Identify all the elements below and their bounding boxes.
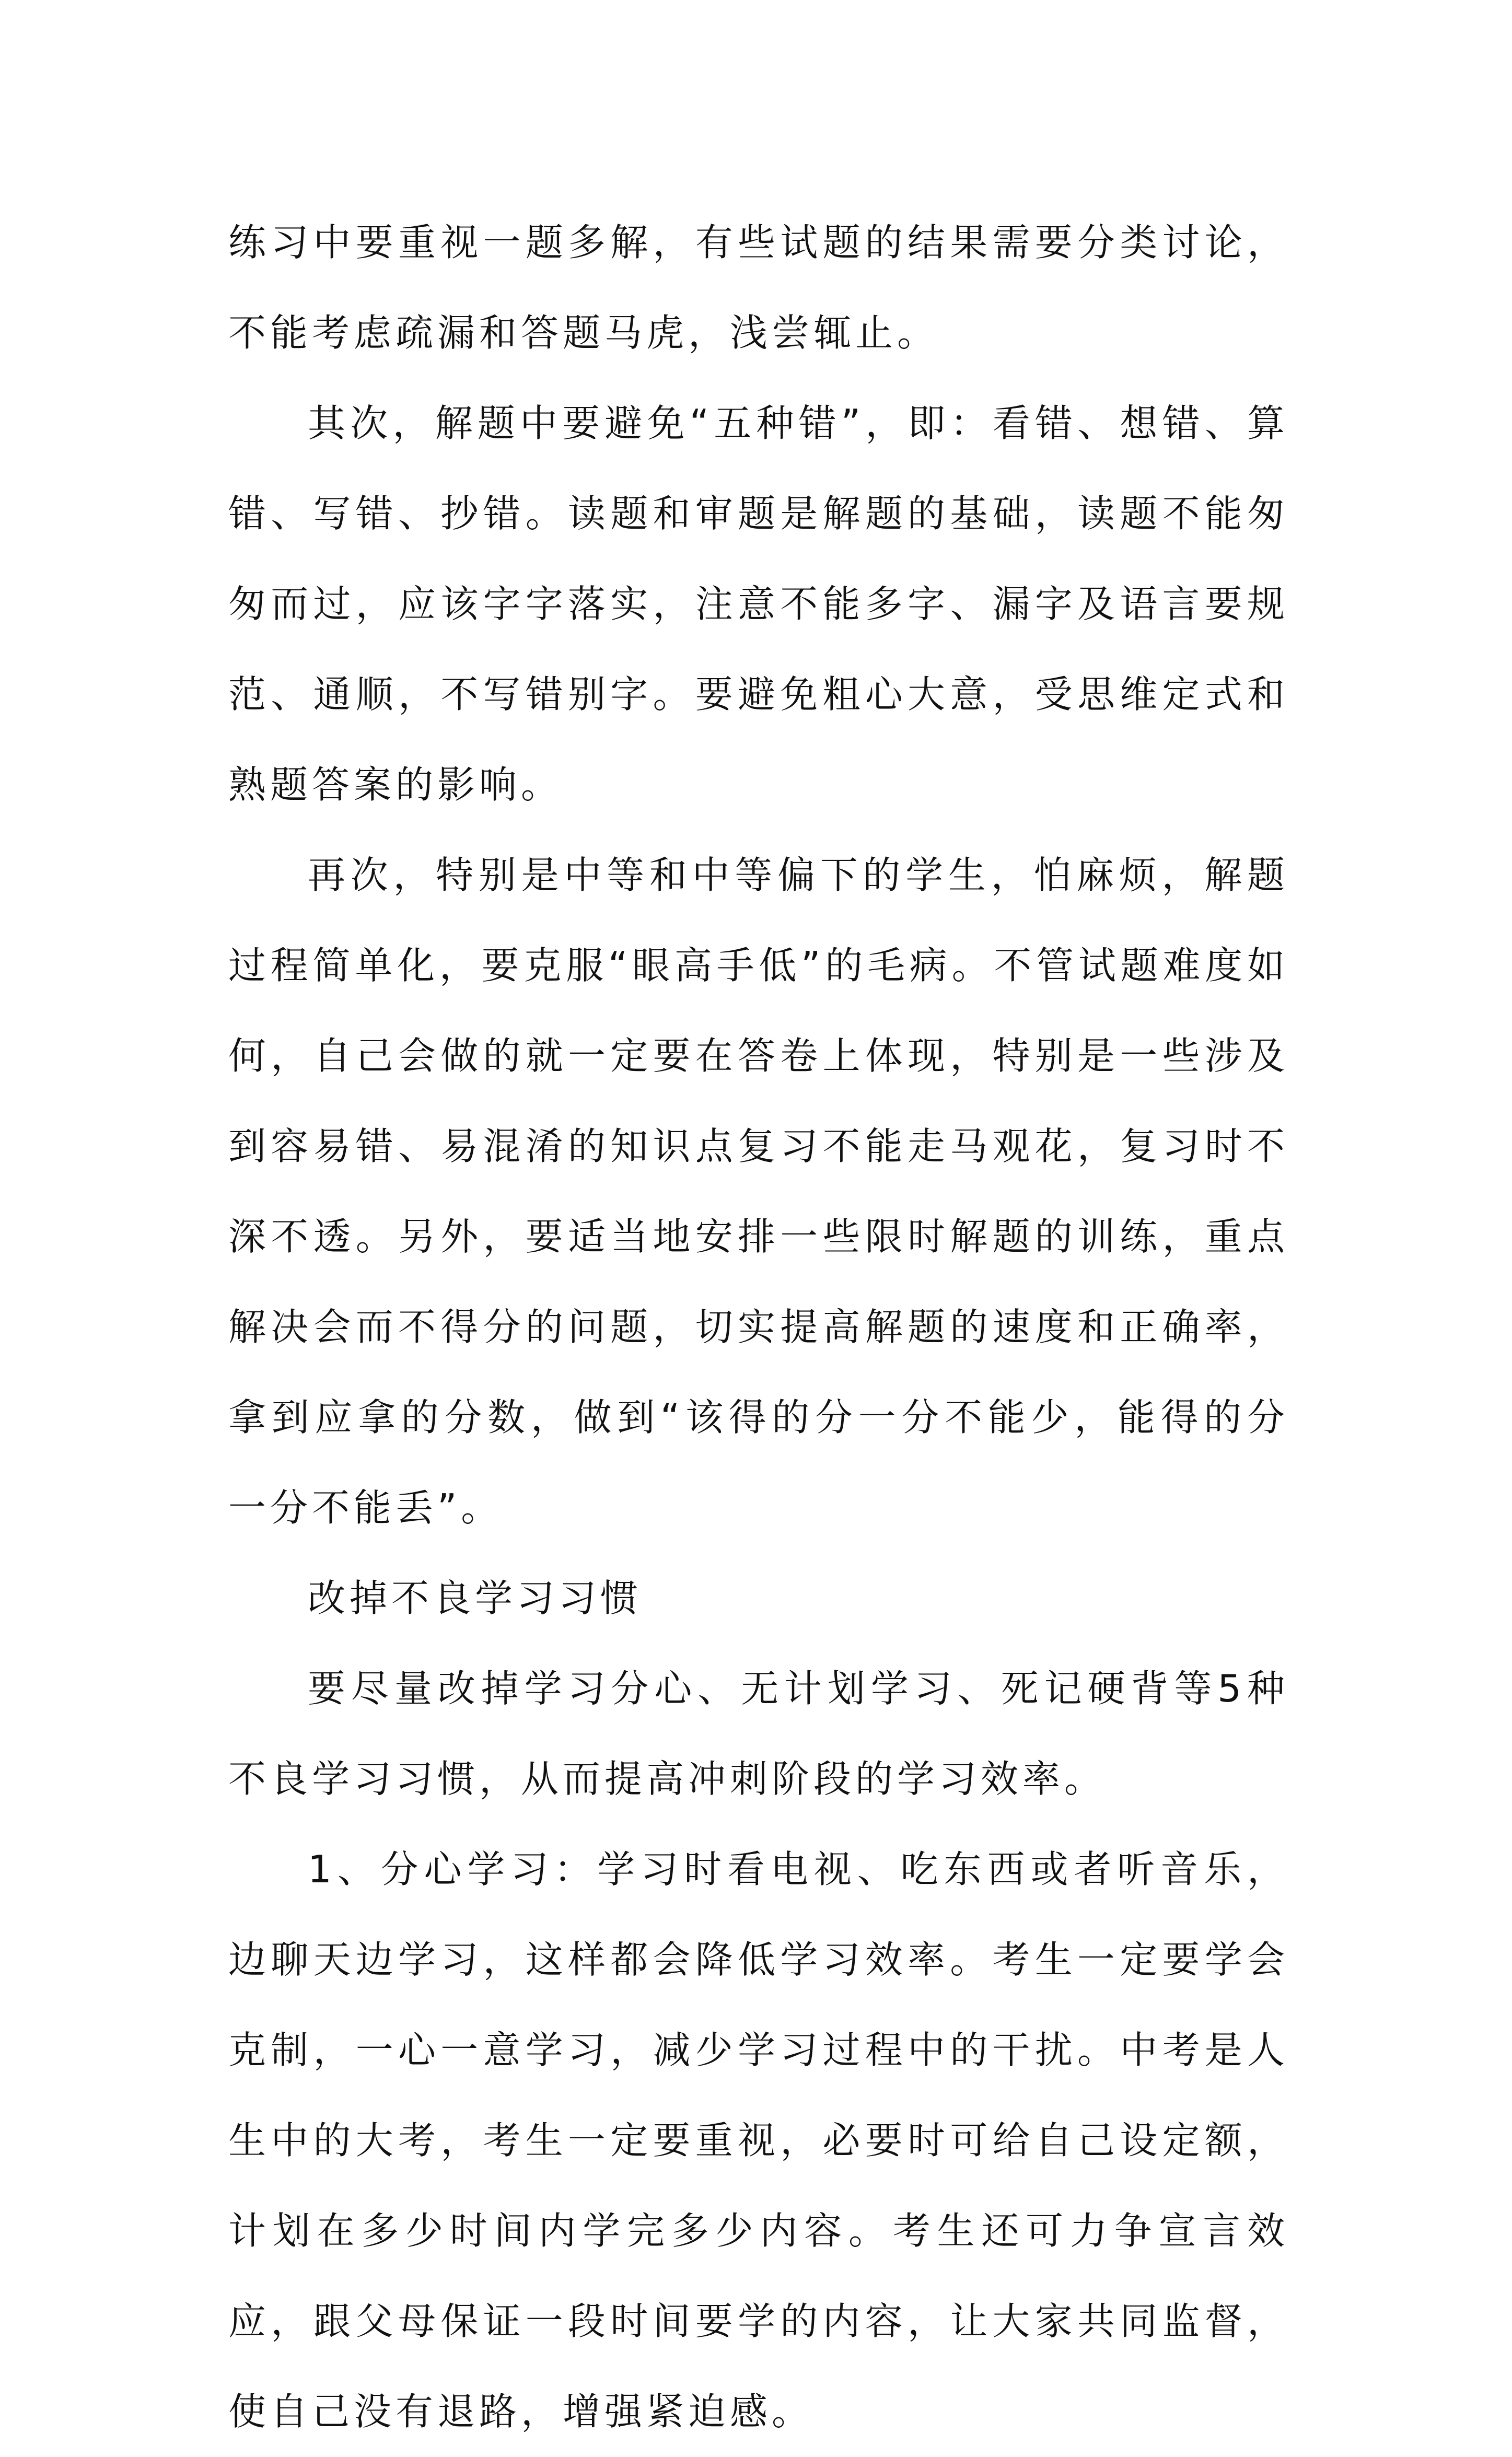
paragraph-avoid-overconfidence: 再次，特别是中等和中等偏下的学生，怕麻烦，解题过程简单化，要克服“眼高手低”的毛病。不管试题难度如何，自己会做的就一定要在答卷上体现，特别是一些涉及到容易错、易混淆的知识点复习不能走马观花，复习时不深不透。另外，要适当地安排一些限时解题的训练，重点解决会而不得分的问题，切实提高解题的速度和正确率，拿到应拿的分数，做到“该得的分一分不能少，能得的分一分不能丢”。	[228, 853, 1289, 1530]
paragraph-distracted-study: 1、分心学习：学习时看电视、吃东西或者听音乐，边聊天边学习，这样都会降低学习效率。考生一定要学会克制，一心一意学习，减少学习过程中的干扰。中考是人生中的大考，考生一定要重视，必要时可给自己设定额，计划在多少时间内学完多少内容。考生还可力争宣言效应，跟父母保证一段时间要学的内容，让大家共同监督，使自己没有退路，增强紧迫感。	[228, 1847, 1289, 2433]
paragraph-bad-habits-intro: 要尽量改掉学习分心、无计划学习、死记硬背等5种不良学习习惯，从而提高冲刺阶段的学习效率。	[228, 1667, 1289, 1801]
body-text	[228, 197, 1289, 2457]
paragraph-continuation: 练习中要重视一题多解，有些试题的结果需要分类讨论，不能考虑疏漏和答题马虎，浅尝辄止。	[228, 220, 1289, 355]
paragraph-five-errors: 其次，解题中要避免“五种错”，即：看错、想错、算错、写错、抄错。读题和审题是解题的基础，读题不能匆匆而过，应该字字落实，注意不能多字、漏字及语言要规范、通顺，不写错别字。要避免粗心大意，受思维定式和熟题答案的影响。	[228, 401, 1289, 807]
section-heading: 改掉不良学习习惯	[308, 1576, 643, 1620]
